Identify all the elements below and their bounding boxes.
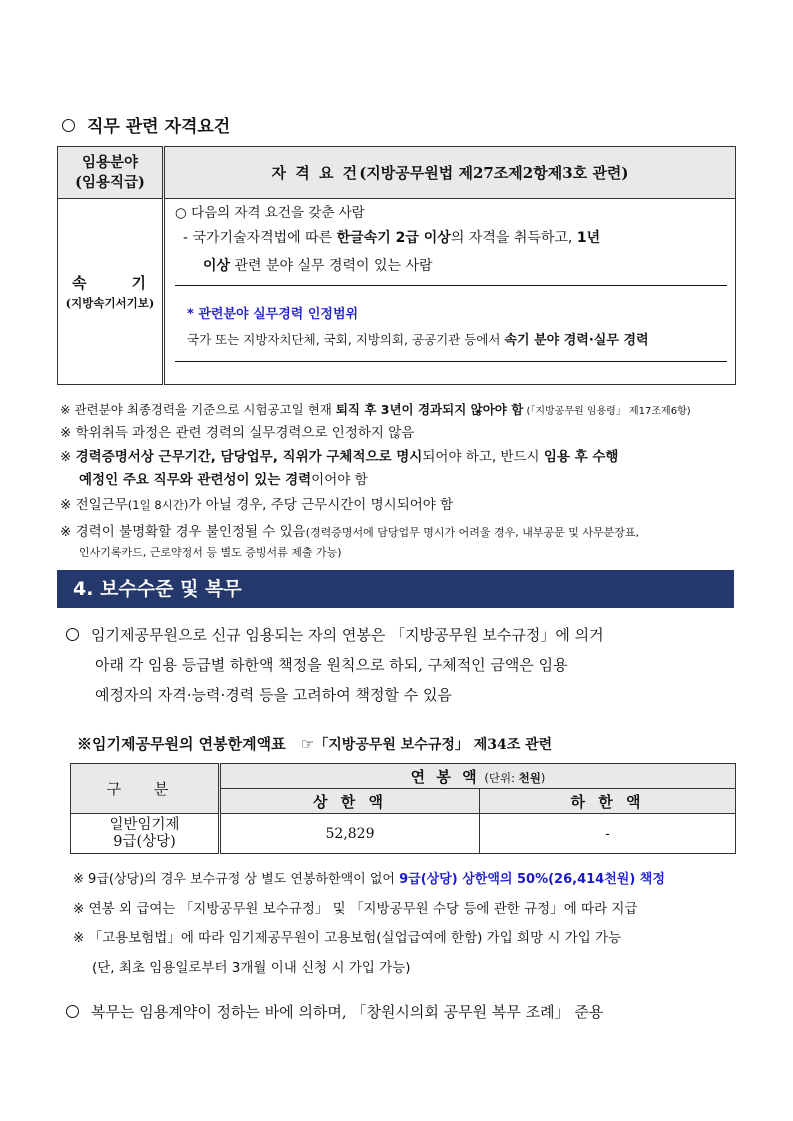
paragraph-duty: 복무는 임용계약이 정하는 바에 의하며, 「창원시의회 공무원 복무 조례」 준용: [66, 997, 603, 1027]
header-upper: 상 한 액: [220, 789, 480, 814]
requirement-bullet: ○ 다음의 자격 요건을 갖춘 사람: [175, 205, 365, 221]
note-4: ※ 전일근무(1일 8시간)가 아닐 경우, 주당 근무시간이 명시되어야 함: [60, 497, 454, 513]
note-3: ※ 경력증명서상 근무기간, 담당업무, 직위가 구체적으로 명시되어야 하고, 반드시 임용 후 수행: [60, 449, 619, 465]
note-2: ※ 학위취득 과정은 관련 경력의 실무경력으로 인정하지 않음: [60, 425, 415, 441]
field-name-cell: 속 기 (지방속기서기보): [58, 199, 164, 385]
header-requirement-cell: 자 격 요 건(지방공무원법 제27조제2항제3호 관련): [164, 147, 736, 199]
salary-note-3: ※ 「고용보험법」에 따라 임기제공무원이 고용보험(실업급여에 한함) 가입 희망 시 가입 가능: [73, 930, 622, 946]
note-1: ※ 관련분야 최종경력을 기준으로 시험공고일 현재 퇴직 후 3년이 경과되지 않아야 함 (「지방공무원 임용령」 제17조제6항): [60, 402, 691, 417]
scope-title: * 관련분야 실무경력 인정범위: [187, 307, 359, 322]
salary-note-1: ※ 9급(상당)의 경우 보수규정 상 별도 연봉하한액이 없어 9급(상당) 상한액의 50%(26,414천원) 책정: [73, 872, 665, 887]
note-5-cont: 인사기록카드, 근로약정서 등 별도 증빙서류 제출 가능): [79, 546, 342, 559]
salary-table: [70, 763, 736, 854]
note-5: ※ 경력이 불명확할 경우 불인정될 수 있음(경력증명서에 담당업무 명시가 어려울 경우, 내부공문 및 사무분장표,: [60, 524, 640, 540]
row-label: 일반임기제 9급(상당): [71, 814, 220, 854]
scope-text: 국가 또는 지방자치단체, 국회, 지방의회, 공공기관 등에서 속기 분야 경력·실무 경력: [187, 332, 649, 348]
section-title-bar: 4. 보수수준 및 복무: [57, 570, 734, 608]
header-category: 구 분: [71, 764, 220, 814]
hollow-circle-bullet-icon: [66, 628, 79, 641]
divider: [175, 361, 727, 362]
header-lower: 하 한 액: [480, 789, 736, 814]
row-lower-value: -: [480, 814, 736, 854]
requirement-line-2: 이상 관련 분야 실무 경력이 있는 사람: [203, 258, 433, 274]
hollow-circle-bullet-icon: [66, 1005, 79, 1018]
requirement-cell: [164, 199, 736, 385]
hollow-circle-bullet-icon: [62, 119, 75, 132]
salary-table-title: ※임기제공무원의 연봉한계액표 ☞「지방공무원 보수규정」 제34조 관련: [77, 735, 553, 753]
note-3-cont: 예정인 주요 직무와 관련성이 있는 경력이어야 함: [79, 472, 368, 488]
requirement-line-1: - 국가기술자격법에 따른 한글속기 2급 이상의 자격을 취득하고, 1년: [183, 230, 601, 246]
qualification-heading: 직무 관련 자격요건: [62, 112, 230, 137]
header-field-cell: 임용분야 (임용직급): [58, 147, 164, 199]
paragraph-salary: 임기제공무원으로 신규 임용되는 자의 연봉은 「지방공무원 보수규정」에 의거 아래 각 임용 등급별 하한액 책정을 원칙으로 하되, 구체적인 금액은 임용 예정자의 자격·능력·경력 등을 고려하여 책정할 수 있음: [66, 620, 604, 710]
row-upper-value: 52,829: [220, 814, 480, 854]
divider: [175, 285, 727, 286]
header-salary: 연 봉 액 (단위: 천원): [220, 764, 736, 789]
qualification-table: [57, 146, 736, 385]
salary-note-2: ※ 연봉 외 급여는 「지방공무원 보수규정」 및 「지방공무원 수당 등에 관한 규정」에 따라 지급: [73, 901, 638, 917]
pointing-hand-icon: ☞: [300, 735, 315, 753]
salary-note-3-cont: (단, 최초 임용일로부터 3개월 이내 신청 시 가입 가능): [92, 960, 411, 976]
